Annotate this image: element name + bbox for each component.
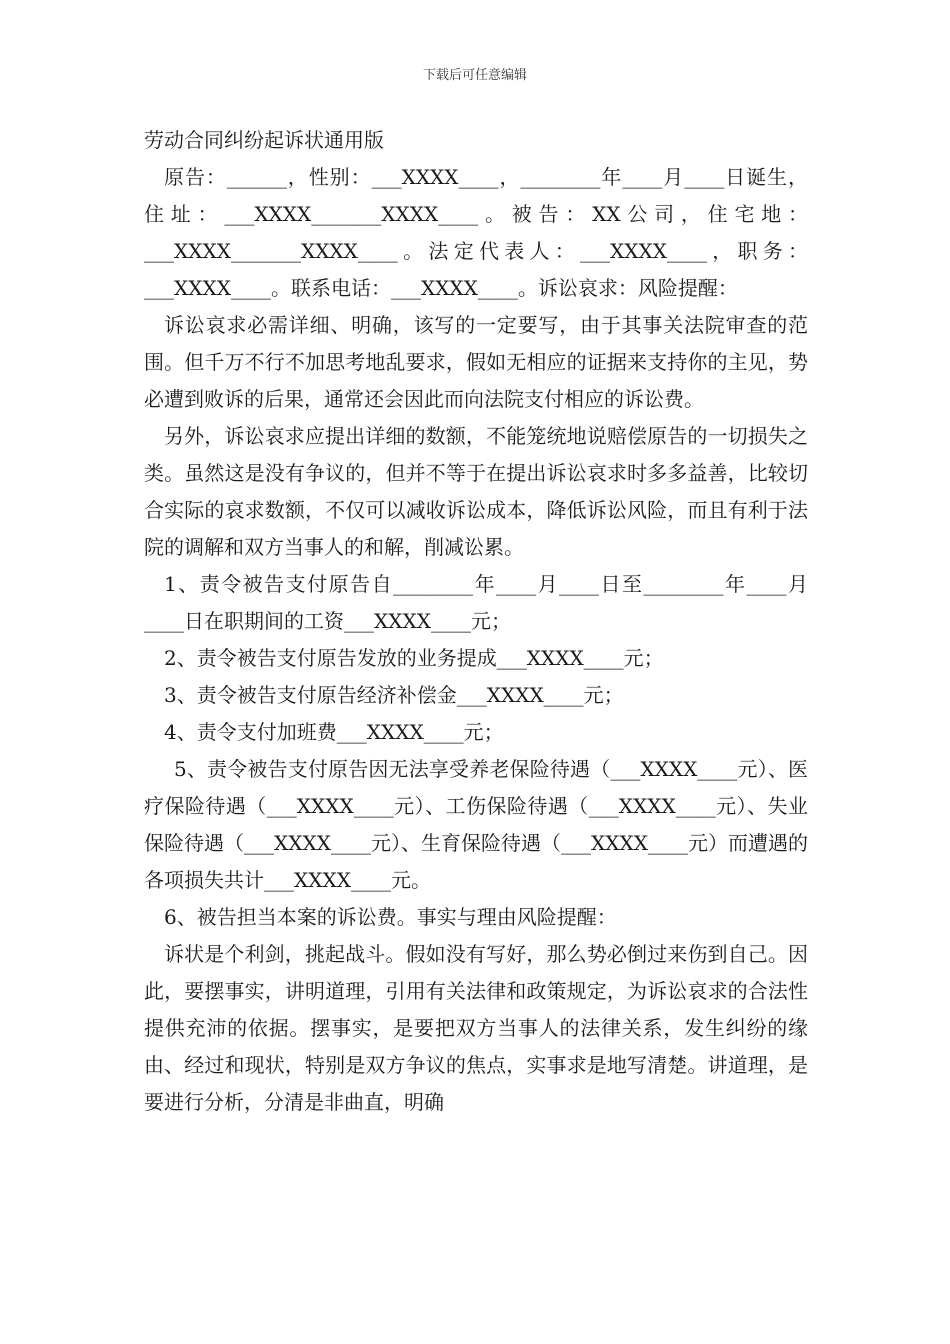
claim-item-1: 1、责令被告支付原告自________年____月____日至________年____月____日在职期间的工资___XXXX____元； bbox=[144, 572, 808, 633]
claim-item-2: 2、责令被告支付原告发放的业务提成___XXXX____元； bbox=[164, 646, 664, 670]
paragraph-parties: 原告：______，性别：___XXXX____，________年____月____日诞生，住址：___XXXX_______XXXX____。被告：XX公司，住宅地：___XXXX_______XXXX____。法定代表人：___XXXX____，职务：___XXXX____。联系电话：___XXXX____。诉讼哀求：风险提醒： bbox=[144, 165, 808, 300]
claim-item-6: 6、被告担当本案的诉讼费。事实与理由风险提醒： bbox=[164, 905, 617, 929]
page-header-note: 下载后可任意编辑 bbox=[422, 68, 527, 83]
paragraph-claims-risk: 诉讼哀求必需详细、明确，该写的一定要写，由于其事关法院审查的范围。但千万不行不加思考地乱要求，假如无相应的证据来支持你的主见，势必遭到败诉的后果，通常还会因此而向法院支付相应的诉讼费。 bbox=[144, 313, 808, 411]
document-body bbox=[144, 122, 808, 1121]
claim-item-4: 4、责令支付加班费___XXXX____元； bbox=[164, 720, 504, 744]
claim-item-5: 5、责令被告支付原告因无法享受养老保险待遇（___XXXX____元）、医疗保险待遇（___XXXX____元）、工伤保险待遇（___XXXX____元）、失业保险待遇（___XXXX____元）、生育保险待遇（___XXXX____元）而遭遇的各项损失共计___XXXX____元。 bbox=[144, 757, 808, 892]
paragraph-facts-reasons: 诉状是个利剑，挑起战斗。假如没有写好，那么势必倒过来伤到自己。因此，要摆事实，讲明道理，引用有关法律和政策规定，为诉讼哀求的合法性提供充沛的依据。摆事实，是要把双方当事人的法律关系，发生纠纷的缘由、经过和现状，特别是双方争议的焦点，实事求是地写清楚。讲道理，是要进行分析，分清是非曲直，明确 bbox=[144, 942, 808, 1114]
paragraph-claims-amount: 另外，诉讼哀求应提出详细的数额，不能笼统地说赔偿原告的一切损失之类。虽然这是没有争议的，但并不等于在提出诉讼哀求时多多益善，比较切合实际的哀求数额，不仅可以减收诉讼成本，降低诉讼风险，而且有利于法院的调解和双方当事人的和解，削减讼累。 bbox=[144, 424, 808, 559]
claim-item-3: 3、责令被告支付原告经济补偿金___XXXX____元； bbox=[164, 683, 624, 707]
document-title: 劳动合同纠纷起诉状通用版 bbox=[144, 128, 384, 152]
